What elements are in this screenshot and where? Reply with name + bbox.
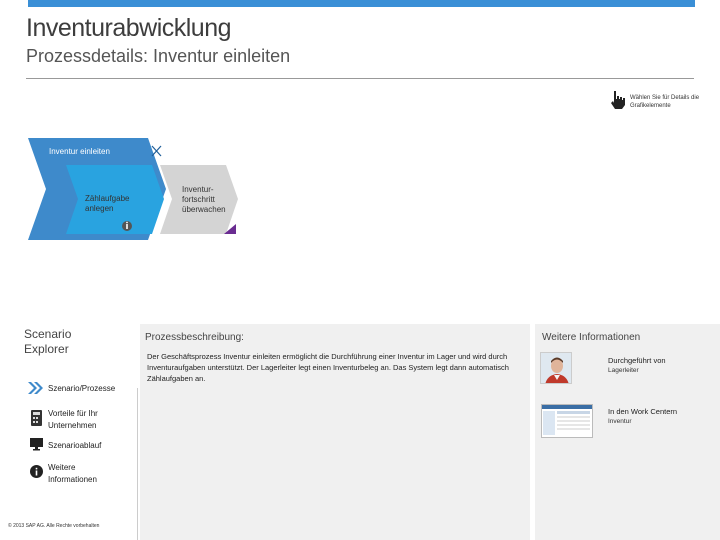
menu-label: Weitere Informationen bbox=[48, 463, 97, 484]
copyright-text: © 2013 SAP AG. Alle Rechte vorbehalten bbox=[8, 523, 100, 529]
description-text: Der Geschäftsprozess Inventur einleiten ermöglicht die Durchführung einer Inventur im Lager und wird durch Inventuraufgaben unterstützt. Der Lagerleiter legt einen Inventurbeleg an. Das System legt dann automatisch Zählaufgaben an. bbox=[147, 352, 509, 383]
sub-step-1-label[interactable]: Zählaufgabe anlegen bbox=[85, 194, 130, 213]
menu-item-weitere-informationen[interactable] bbox=[26, 462, 146, 488]
work-center-value: Inventur bbox=[608, 418, 632, 425]
page-subtitle: Prozessdetails: Inventur einleiten bbox=[26, 46, 291, 66]
menu-label: Szenarioablauf bbox=[48, 441, 102, 450]
info-icon bbox=[30, 465, 44, 479]
performed-by-value: Lagerleiter bbox=[608, 367, 639, 374]
work-center-screenshot bbox=[542, 405, 592, 437]
menu-label: Szenario/Prozesse bbox=[48, 384, 116, 393]
work-center-thumbnail[interactable] bbox=[541, 404, 593, 438]
info-icon bbox=[122, 221, 132, 231]
menu-item-vorteile[interactable] bbox=[26, 408, 146, 434]
description-title: Prozessbeschreibung: bbox=[145, 332, 244, 343]
further-info-panel bbox=[535, 324, 720, 540]
performed-by-label: Durchgeführt von bbox=[608, 356, 666, 365]
hint-text: Wählen Sie für Details die Grafikelemente bbox=[630, 95, 700, 109]
main-step-label[interactable]: Inventur einleiten bbox=[49, 147, 110, 156]
close-icon bbox=[152, 146, 161, 156]
process-description-panel bbox=[140, 324, 530, 540]
menu-item-szenarioablauf[interactable] bbox=[26, 438, 146, 454]
avatar bbox=[540, 352, 572, 384]
menu-item-szenario-prozesse[interactable] bbox=[26, 381, 146, 395]
sub-step-2-label[interactable]: Inventur-fortschritt überwachen bbox=[182, 185, 226, 214]
calculator-icon bbox=[31, 410, 43, 426]
menu-label: Vorteile für Ihr Unternehmen bbox=[48, 409, 98, 430]
work-center-label: In den Work Centern bbox=[608, 407, 678, 416]
page-title: Inventurabwicklung bbox=[26, 14, 232, 42]
scenario-explorer-title: Scenario Explorer bbox=[24, 327, 72, 356]
scenario-explorer-menu bbox=[26, 378, 146, 540]
person-photo-icon bbox=[541, 353, 572, 384]
explorer-divider bbox=[137, 388, 138, 540]
chevron-double-right-icon bbox=[28, 381, 44, 395]
info-title: Weitere Informationen bbox=[542, 332, 641, 343]
monitor-icon bbox=[30, 438, 44, 452]
